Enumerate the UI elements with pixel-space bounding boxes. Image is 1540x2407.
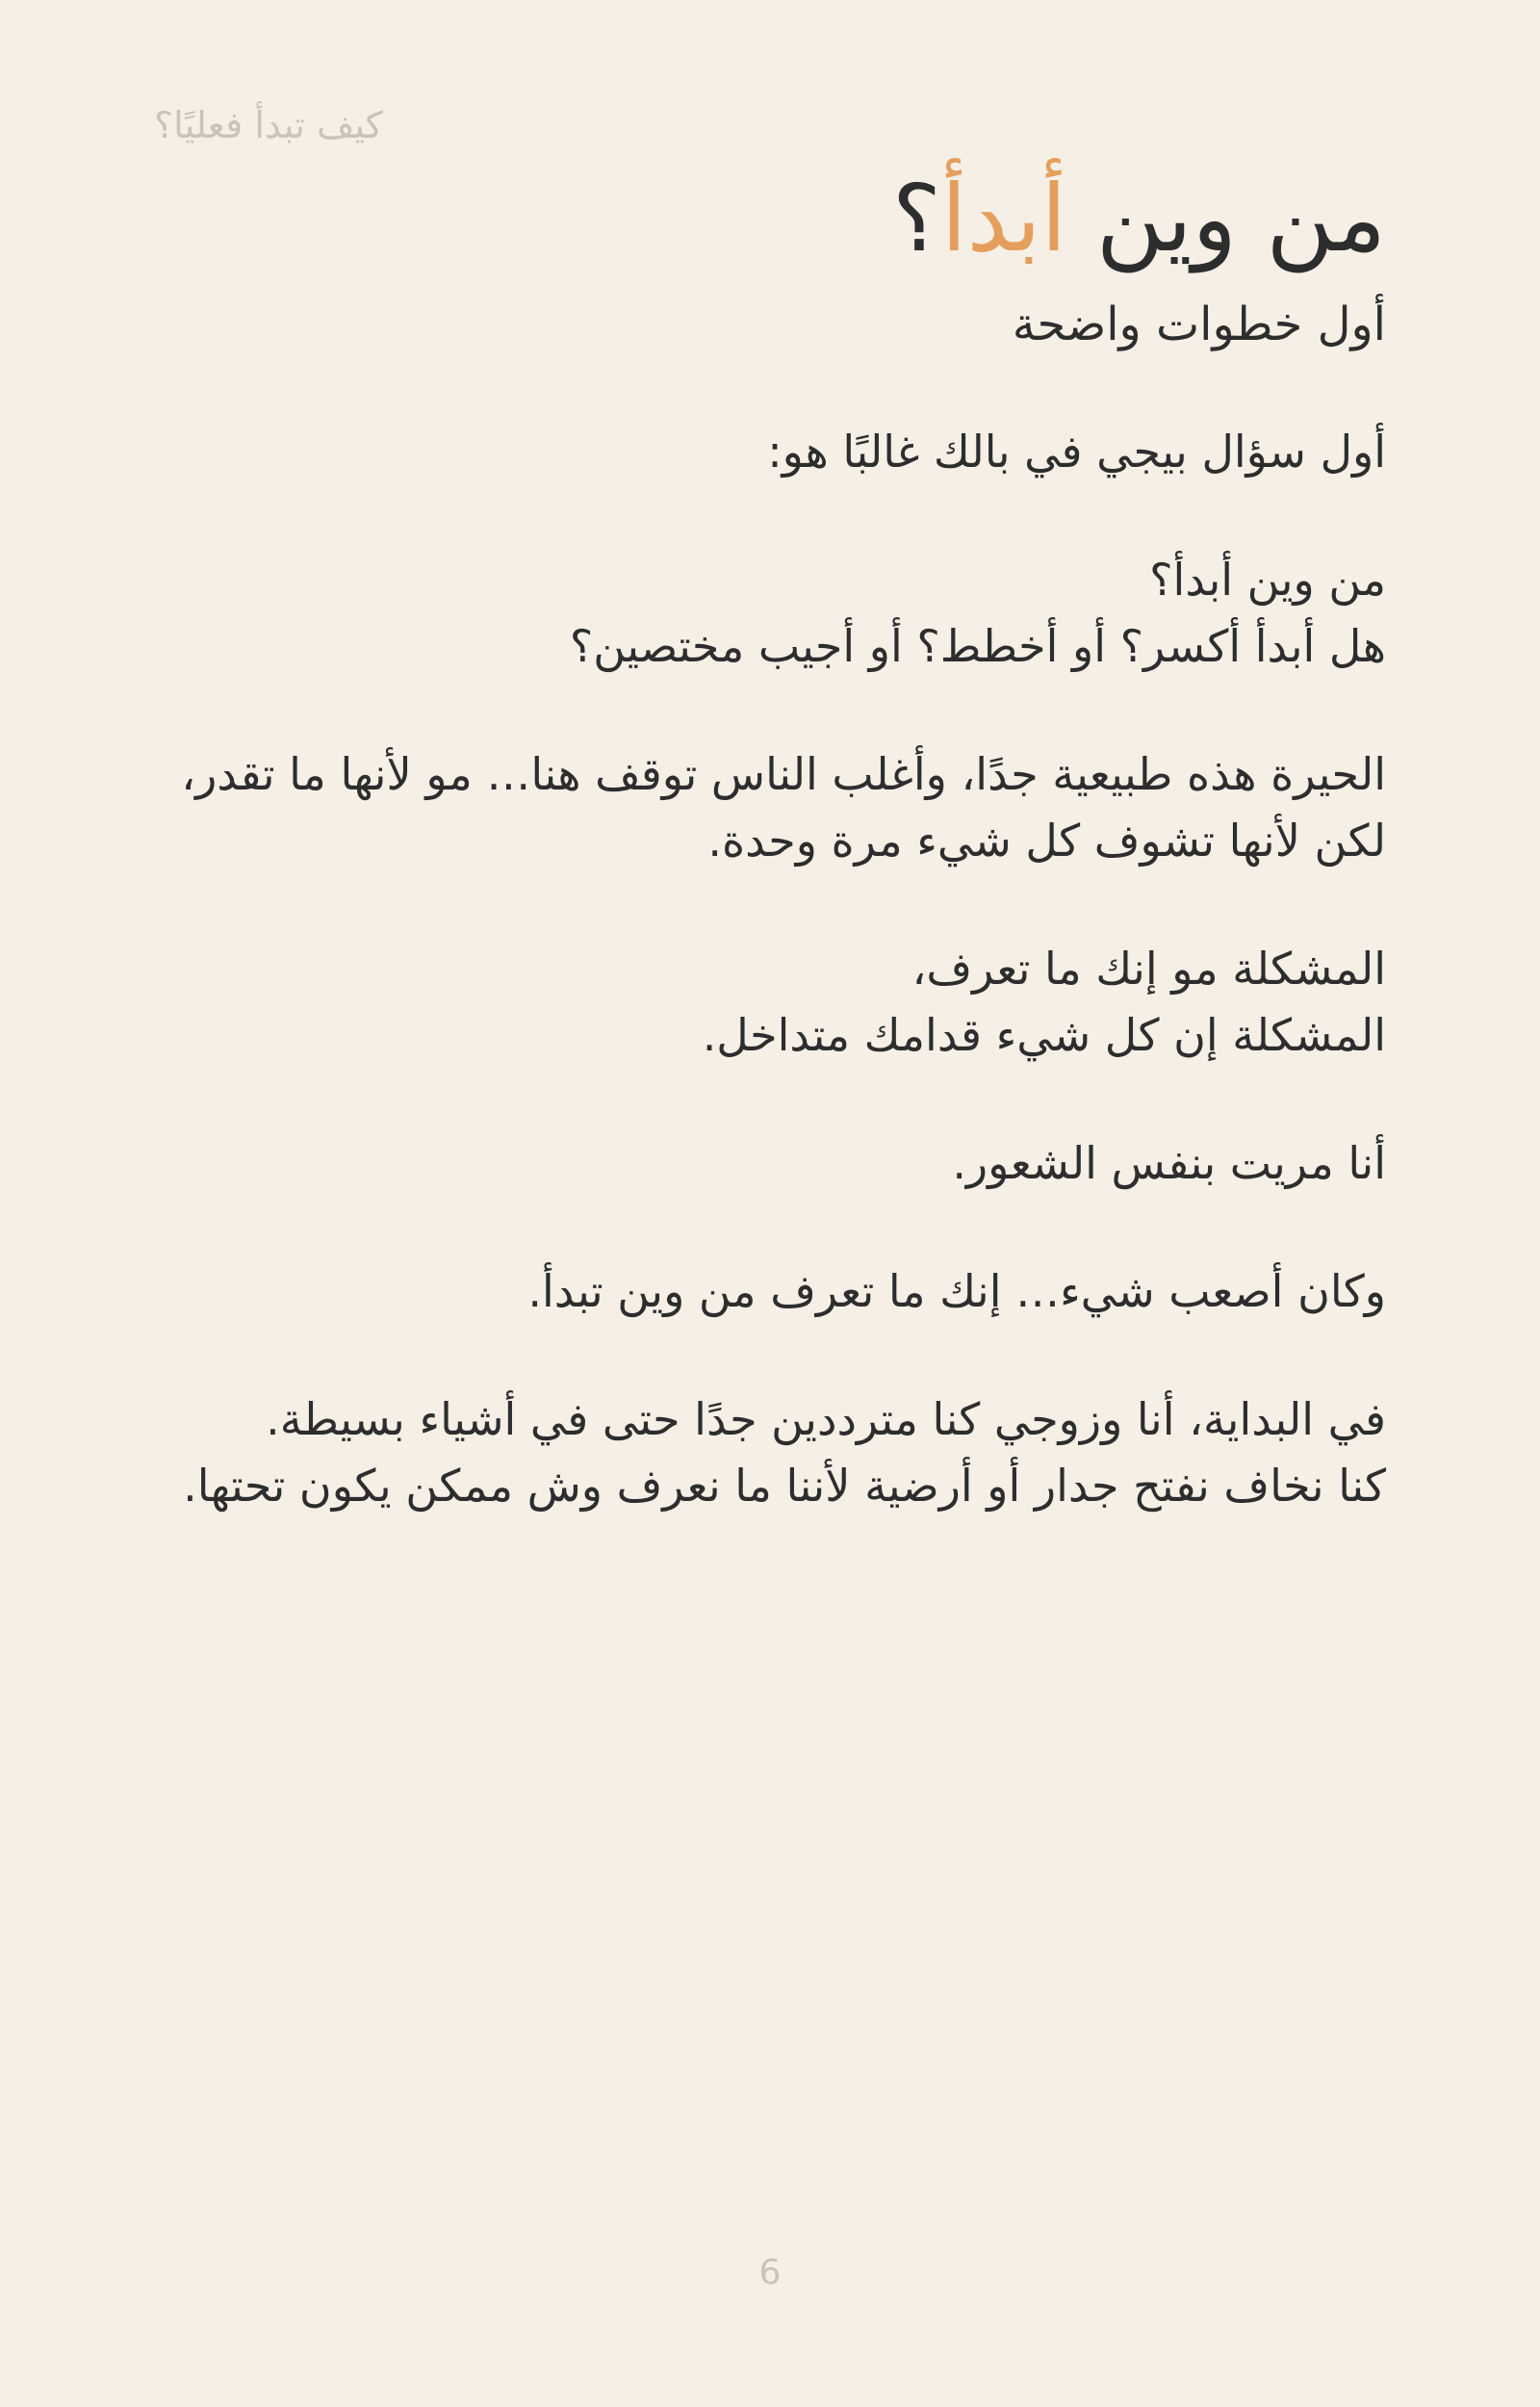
title-text: من وين	[1066, 165, 1386, 272]
title-question-mark: ؟	[891, 165, 941, 272]
paragraph-line: أول سؤال بيجي في بالك غالبًا هو:	[767, 425, 1386, 478]
page-number: 6	[758, 2253, 782, 2292]
paragraph-line: هل أبدأ أكسر؟ أو أخطط؟ أو أجيب مختصين؟	[569, 619, 1386, 672]
paragraph-confusion	[144, 741, 1386, 874]
paragraph-line: في البداية، أنا وزوجي كنا مترددين جدًا حتى في أشياء بسيطة.	[266, 1392, 1386, 1445]
page-title	[144, 159, 1386, 279]
paragraph-line: وكان أصعب شيء… إنك ما تعرف من وين تبدأ.	[527, 1264, 1386, 1317]
paragraph-line: لكن لأنها تشوف كل شيء مرة وحدة.	[707, 814, 1386, 867]
paragraph-line: من وين أبدأ؟	[1149, 553, 1386, 606]
title-accent-word: أبدأ	[940, 165, 1067, 272]
paragraph-line: الحيرة هذه طبيعية جدًا، وأغلب الناس توقف هنا… مو لأنها ما تقدر،	[181, 747, 1386, 800]
paragraph-questions	[144, 547, 1386, 680]
paragraph-line: كنا نخاف نفتح جدار أو أرضية لأننا ما نعرف وش ممكن يكون تحتها.	[183, 1459, 1386, 1512]
paragraph-line: المشكلة إن كل شيء قدامك متداخل.	[702, 1008, 1386, 1061]
paragraph-line: أنا مريت بنفس الشعور.	[952, 1136, 1386, 1189]
paragraph-problem	[144, 936, 1386, 1069]
paragraph-same-feeling	[144, 1130, 1386, 1197]
paragraph-line: المشكلة مو إنك ما تعرف،	[911, 942, 1386, 995]
page-content	[144, 159, 1386, 1519]
page-subtitle: أول خطوات واضحة	[1012, 297, 1386, 351]
running-header: كيف تبدأ فعليًا؟	[154, 104, 383, 146]
paragraph-hardest-thing	[144, 1258, 1386, 1325]
paragraph-intro-question	[144, 419, 1386, 485]
paragraph-beginning	[144, 1386, 1386, 1519]
